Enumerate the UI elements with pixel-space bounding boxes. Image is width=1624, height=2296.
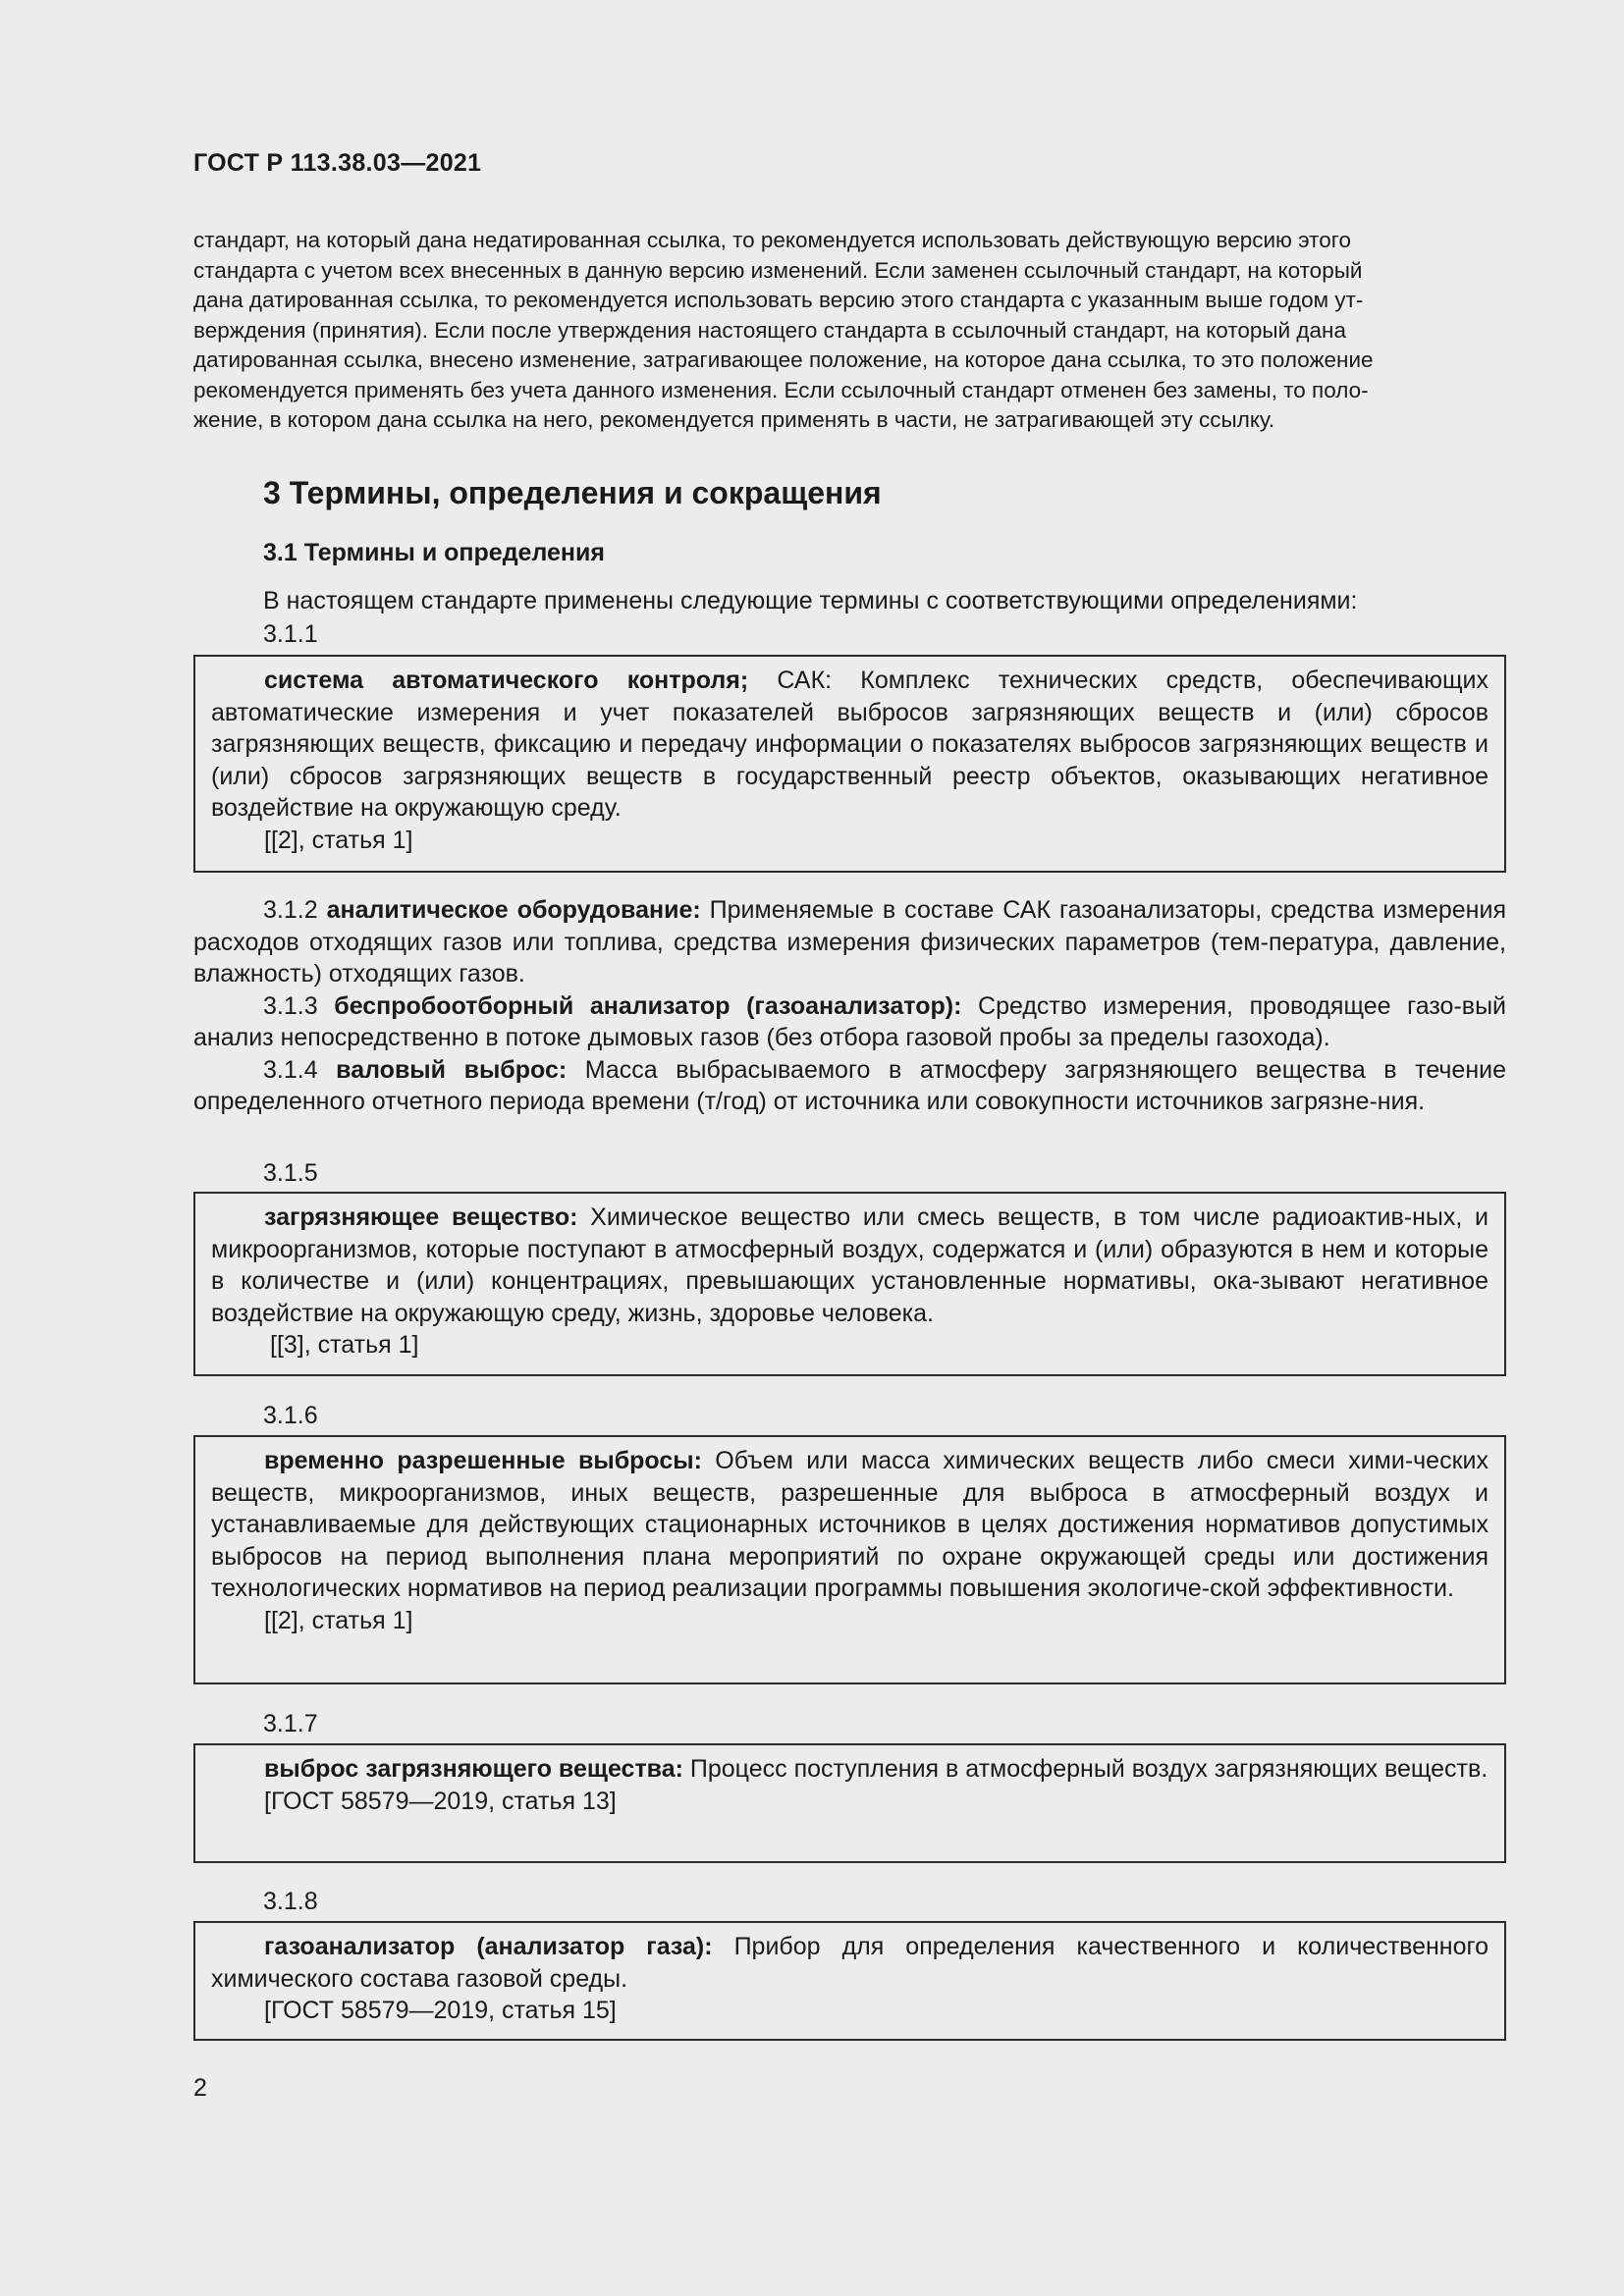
term-source: [ГОСТ 58579—2019, статья 15] bbox=[264, 1997, 617, 2024]
term-source: [[3], статья 1] bbox=[270, 1331, 419, 1359]
intro-line: верждения (принятия). Если после утверждения настоящего стандарта в ссылочный стандарт, на который дана bbox=[193, 317, 1346, 343]
page-number: 2 bbox=[193, 2074, 207, 2102]
document-header: ГОСТ Р 113.38.03—2021 bbox=[193, 149, 482, 177]
term-text bbox=[211, 1753, 1489, 1786]
term-text bbox=[211, 1201, 1489, 1329]
term-definition: САК: Комплекс технических средств, обеспечивающих автоматические измерения и учет показателей выбросов загрязняющих веществ и (или) сбросов загрязняющих веществ, фиксацию и передачу информации о показателях выбросов загрязняющих веществ и (или) сбросов загрязняющих веществ в государственный реестр объектов, оказывающих негативное воздействие на окружающую среду. bbox=[211, 667, 1489, 822]
term-name: газоанализатор (анализатор газа): bbox=[264, 1933, 713, 1960]
term-number: 3.1.1 bbox=[263, 620, 318, 648]
terms-paragraph bbox=[193, 894, 1506, 1118]
term-definition: Процесс поступления в атмосферный воздух загрязняющих веществ. bbox=[682, 1755, 1489, 1783]
term-text bbox=[193, 1054, 1506, 1118]
term-box-3-1-5 bbox=[193, 1192, 1506, 1376]
intro-line: рекомендуется применять без учета данного изменения. Если ссылочный стандарт отменен без замены, то поло- bbox=[193, 377, 1369, 402]
term-number: 3.1.2 bbox=[263, 896, 318, 924]
intro-line: жение, в котором дана ссылка на него, рекомендуется применять в части, не затрагивающей эту ссылку. bbox=[193, 407, 1275, 432]
intro-paragraph bbox=[193, 226, 1509, 436]
term-box-3-1-1 bbox=[193, 655, 1506, 873]
term-name: беспробоотборный анализатор (газоанализатор): bbox=[334, 991, 962, 1020]
term-source: [[2], статья 1] bbox=[264, 826, 413, 854]
term-definition: Прибор для определения качественного и количественного химического состава газовой среды. bbox=[211, 1933, 1489, 1993]
section-title: 3 Термины, определения и сокращения bbox=[263, 475, 882, 510]
term-definition: Объем или масса химических веществ либо смеси хими-ческих веществ, микроорганизмов, иных веществ, разрешенные для выброса в атмосферный воздух и устанавливаемые для действующих стационарных источников в целях достижения нормативов допустимых выбросов на период выполнения плана мероприятий по охране окружающей среды или достижения технологических нормативов на период реализации программы повышения экологиче-ской эффективности. bbox=[211, 1447, 1489, 1602]
term-definition: Химическое вещество или смесь веществ, в том числе радиоактив-ных, и микроорганизмов, которые поступают в атмосферный воздух, содержатся и (или) образуются в нем и которые в количестве и (или) концентрациях, превышающих установленные нормативы, ока-зывают негативное воздействие на окружающую среду, жизнь, здоровье человека. bbox=[211, 1203, 1489, 1327]
term-text bbox=[211, 1931, 1489, 1995]
term-box-3-1-8 bbox=[193, 1921, 1506, 2041]
term-text bbox=[193, 894, 1506, 990]
term-name: система автоматического контроля; bbox=[264, 667, 749, 694]
term-text bbox=[211, 1445, 1489, 1605]
term-number: 3.1.5 bbox=[263, 1159, 318, 1187]
term-name: валовый выброс: bbox=[336, 1055, 568, 1084]
term-box-3-1-7 bbox=[193, 1743, 1506, 1863]
subsection-title: 3.1 Термины и определения bbox=[263, 539, 605, 566]
term-number: 3.1.7 bbox=[263, 1710, 318, 1737]
term-name: загрязняющее вещество: bbox=[264, 1203, 578, 1231]
term-box-3-1-6 bbox=[193, 1435, 1506, 1684]
intro-line: стандарт, на который дана недатированная ссылка, то рекомендуется использовать действующую версию этого bbox=[193, 228, 1351, 252]
lead-text: В настоящем стандарте применены следующие термины с соответствующими определениями: bbox=[263, 587, 1358, 614]
term-name: аналитическое оборудование: bbox=[326, 896, 701, 924]
intro-line: стандарта с учетом всех внесенных в данную версию изменений. Если заменен ссылочный стандарт, на который bbox=[193, 257, 1363, 283]
term-name: временно разрешенные выбросы: bbox=[264, 1447, 702, 1474]
term-definition: Средство измерения, проводящее газо-вый анализ непосредственно в потоке дымовых газов (без отбора газовой пробы за пределы газохода). bbox=[193, 991, 1506, 1051]
term-source: [ГОСТ 58579—2019, статья 13] bbox=[264, 1787, 617, 1815]
intro-line: дана датированная ссылка, то рекомендуется использовать версию этого стандарта с указанным выше годом ут- bbox=[193, 288, 1364, 312]
term-definition: Применяемые в составе САК газоанализаторы, средства измерения расходов отходящих газов или топлива, средства измерения физических параметров (тем-пература, давление, влажность) отходящих газов. bbox=[193, 896, 1506, 988]
term-source: [[2], статья 1] bbox=[264, 1606, 413, 1634]
term-definition: Масса выбрасываемого в атмосферу загрязняющего вещества в течение определенного отчетного периода времени (т/год) от источника или совокупности источников загрязне-ния. bbox=[193, 1055, 1506, 1115]
term-text bbox=[211, 665, 1489, 825]
term-number: 3.1.4 bbox=[263, 1055, 318, 1084]
term-number: 3.1.3 bbox=[263, 991, 318, 1020]
term-number: 3.1.8 bbox=[263, 1888, 318, 1915]
term-text bbox=[193, 990, 1506, 1054]
intro-line: датированная ссылка, внесено изменение, затрагивающее положение, на которое дана ссылка, то это положение bbox=[193, 347, 1374, 372]
term-number: 3.1.6 bbox=[263, 1402, 318, 1429]
term-name: выброс загрязняющего вещества: bbox=[264, 1755, 683, 1783]
